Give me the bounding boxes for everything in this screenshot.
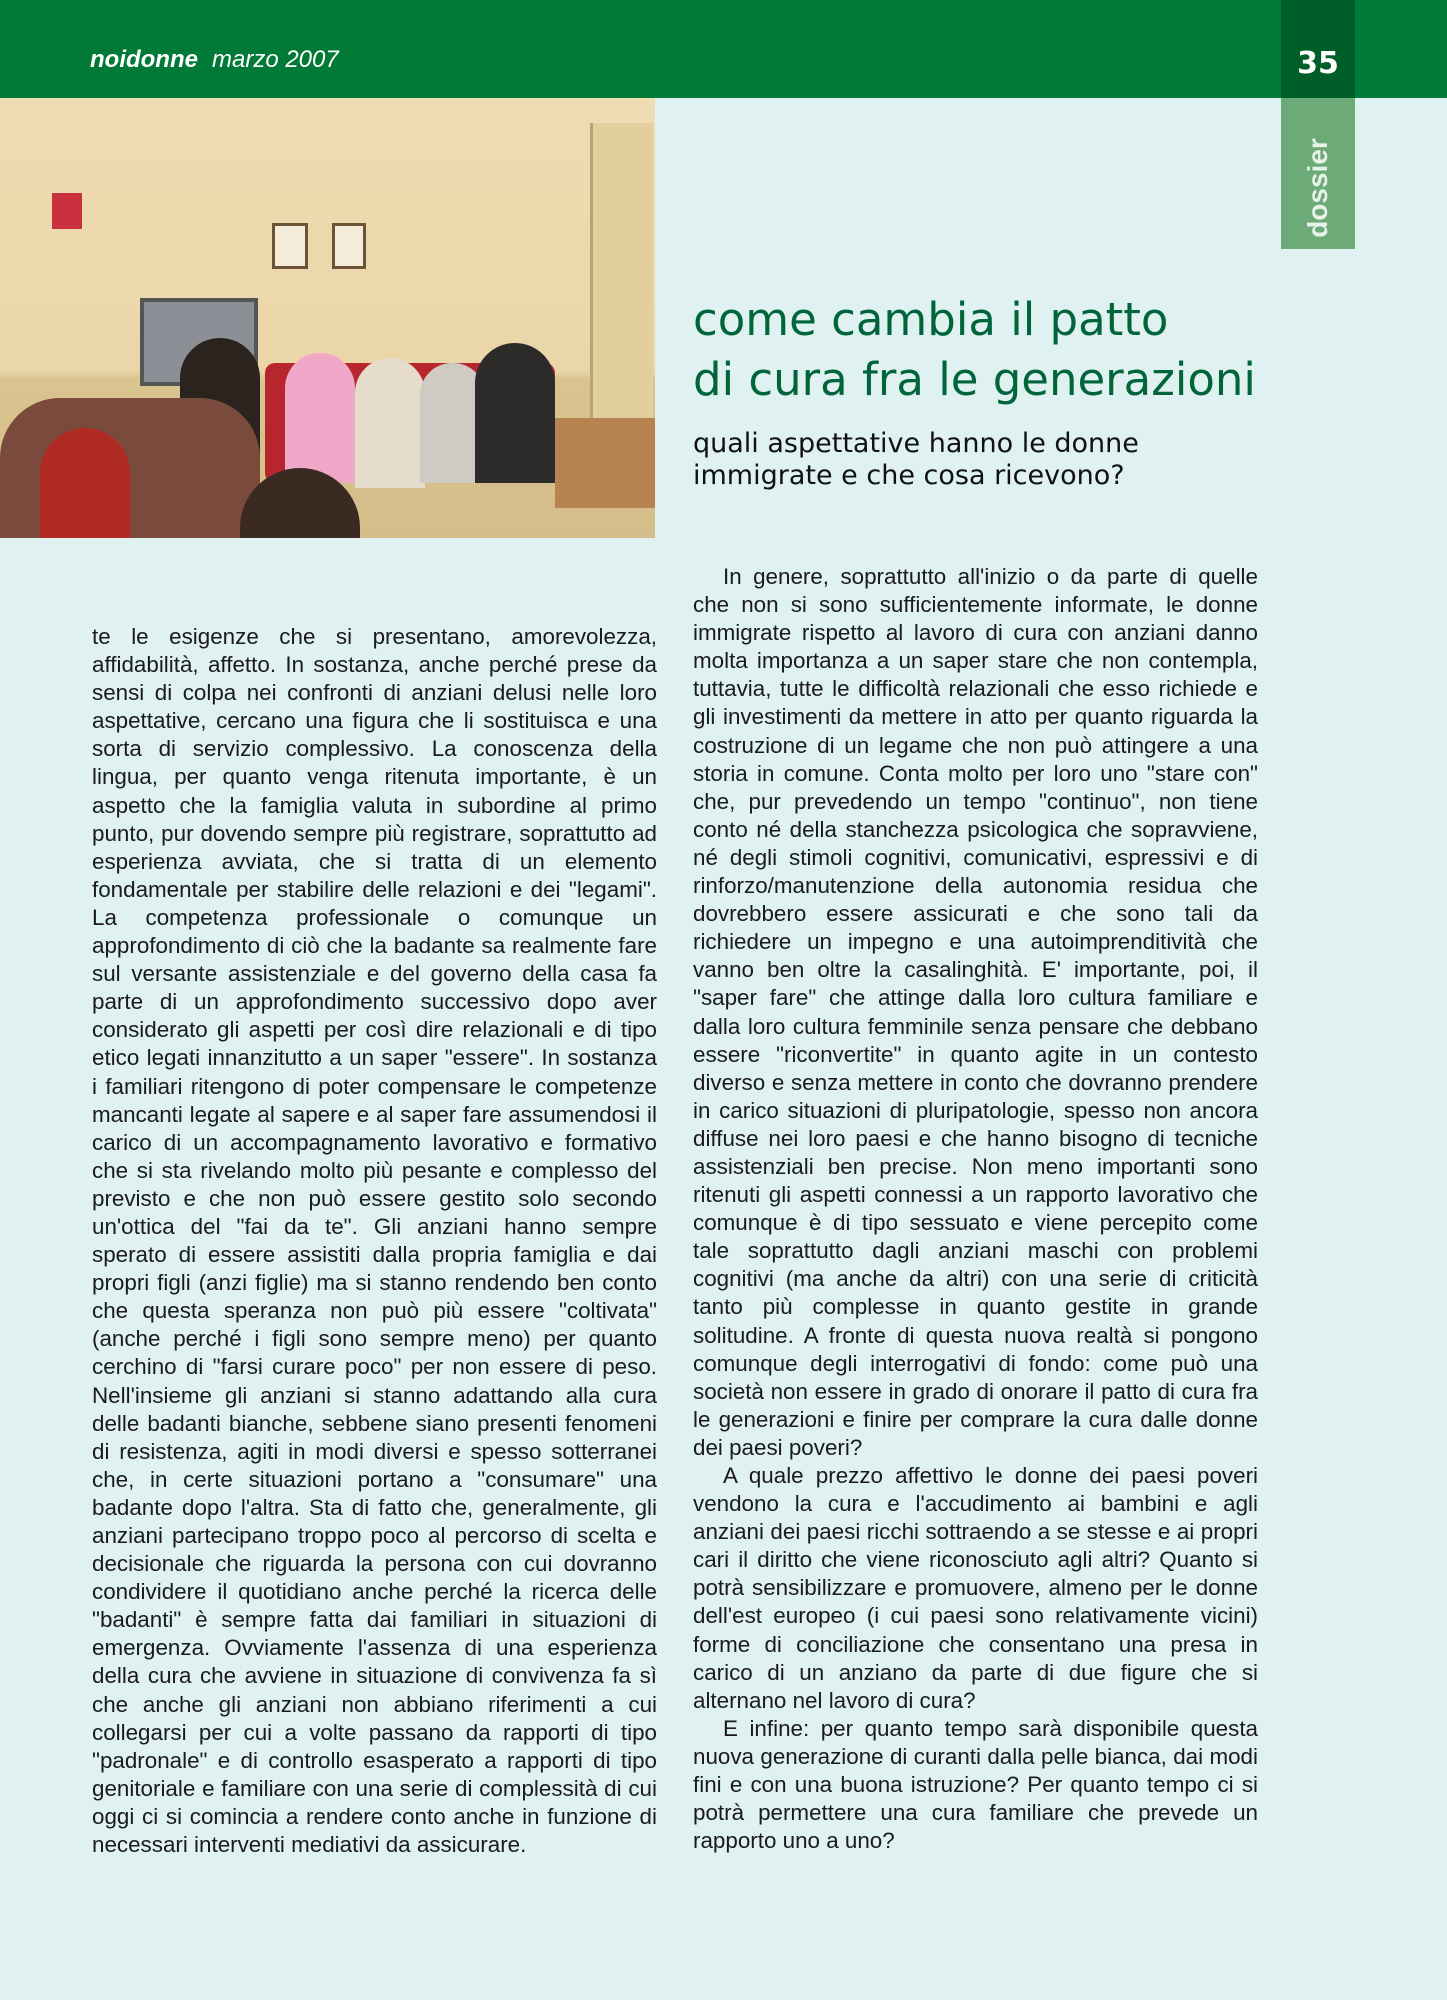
title-line: di cura fra le generazioni	[693, 353, 1256, 406]
article-photo	[0, 98, 655, 538]
page-number: 35	[1297, 46, 1339, 81]
paragraph: A quale prezzo affettivo le donne dei paesi poveri vendono la cura e l'accudimento ai bambini e agli anziani dei paesi ricchi sottraendo a se stesse e ai propri cari il diritto che viene riconosciuto agli altri? Quanto si potrà sensibilizzare e promuovere, almeno per le donne dell'est europeo (i cui paesi sono relativamente vicini) forme di conciliazione che consentano una presa in carico di un anziano da parte di due figure che si alternano nel lavoro di cura?	[693, 1463, 1258, 1713]
magazine-name: noidonne	[90, 46, 198, 73]
article-title	[693, 290, 1256, 410]
subtitle-line: quali aspettative hanno le donne	[693, 428, 1139, 459]
paragraph: In genere, soprattutto all'inizio o da parte di quelle che non si sono sufficientemente informate, le donne immigrate rispetto al lavoro di cura con anziani danno molta importanza a un saper stare che non contempla, tuttavia, tutte le difficoltà relazionali che esso richiede e gli investimenti da mettere in atto per quanto riguarda la costruzione di un legame che non può attingere a una storia in comune. Conta molto per loro uno "stare con" che, pur prevedendo un tempo "continuo", non tiene conto né della stanchezza psicologica che sopravviene, né degli stimoli cognitivi, comunicativi, espressivi e di rinforzo/manutenzione della autonomia residua che dovrebbero essere assicurati e che sono tali da richiedere un impegno e una autoimprenditività che vanno ben oltre la casalinghità. E' importante, poi, il "saper fare" che attinge dalla loro cultura familiare e dalla loro cultura femminile senza pensare che debbano essere "riconvertite" in quanto agite in un contesto diverso e senza mettere in conto che dovranno prendere in carico situazioni di pluripatologie, spesso non ancora diffuse nei loro paesi e che hanno bisogno di tecniche assistenziali ben precise. Non meno importanti sono ritenuti gli aspetti connessi a un rapporto lavorativo che comunque è di tipo sessuato e viene percepito come tale soprattutto dagli anziani maschi con problemi cognitivi (ma anche da altri) con una serie di criticità tanto più complesse in quanto gestite in grande solitudine. A fronte di questa nuova realtà si pongono comunque degli interrogativi di fondo: come può una società non essere in grado di onorare il patto di cura fra le generazioni e finire per comprare la cura dalle donne dei paesi poveri?	[693, 564, 1258, 1460]
left-column	[92, 623, 657, 1859]
running-head	[90, 46, 339, 74]
article-subtitle	[693, 428, 1139, 492]
paragraph: E infine: per quanto tempo sarà disponibile questa nuova generazione di curanti dalla pelle bianca, dai modi fini e con una buona istruzione? Per quanto tempo ci si potrà permettere una cura familiare che prevede un rapporto uno a uno?	[693, 1715, 1258, 1854]
section-tab	[1281, 98, 1355, 249]
title-line: come cambia il patto	[693, 293, 1169, 346]
right-column	[693, 563, 1258, 1855]
paragraph: te le esigenze che si presentano, amorevolezza, affidabilità, affetto. In sostanza, anche perché prese da sensi di colpa nei confronti di anziani delusi nelle loro aspettative, cercano una figura che li sostituisca e una sorta di servizio complessivo. La conoscenza della lingua, per quanto venga ritenuta importante, è un aspetto che la famiglia valuta in subordine al primo punto, pur dovendo sempre più registrare, soprattutto ad esperienza avviata, che si tratta di un elemento fondamentale per stabilire delle relazioni e dei "legami". La competenza professionale o comunque un approfondimento di ciò che la badante sa realmente fare sul versante assistenziale e del governo della casa fa parte di un approfondimento successivo dopo aver considerato gli aspetti per così dire relazionali e di tipo etico legati innanzitutto a un saper "essere". In sostanza i familiari ritengono di poter compensare le competenze mancanti legate al sapere e al saper fare assumendosi il carico di un accompagnamento lavorativo e formativo che si sta rivelando molto più pesante e complesso del previsto e che non può essere gestito solo secondo un'ottica del "fai da te". Gli anziani hanno sempre sperato di essere assistiti dalla propria famiglia e dai propri figli (anzi figlie) ma si stanno rendendo ben conto che questa speranza non può più essere "coltivata"(anche perché i figli sono sempre meno) per quanto cerchino di "farsi curare poco" per non essere di peso. Nell'insieme gli anziani si stanno adattando alla cura delle badanti bianche, sebbene siano presenti fenomeni di resistenza, agiti in modi diversi e spesso sotterranei che, in certe situazioni portano a "consumare" una badante dopo l'altra. Sta di fatto che, generalmente, gli anziani partecipano troppo poco al percorso di scelta e decisionale che riguarda la persona con cui dovranno condividere il quotidiano anche perché la ricerca delle "badanti" è sempre fatta dai familiari in situazioni di emergenza. Ovviamente l'assenza di una esperienza della cura che avviene in situazione di convivenza fa sì che anche gli anziani non abbiano riferimenti a cui collegarsi per cui a volte passano da rapporti di tipo "padronale" e di controllo esasperato a rapporti di tipo genitoriale e familiare con una serie di complessità di cui oggi ci si comincia a rendere conto anche in funzione di necessari interventi mediativi da assicurare.	[92, 624, 657, 1858]
issue-date: marzo 2007	[211, 46, 339, 73]
subtitle-line: immigrate e che cosa ricevono?	[693, 460, 1125, 491]
section-label: dossier	[1302, 138, 1333, 238]
